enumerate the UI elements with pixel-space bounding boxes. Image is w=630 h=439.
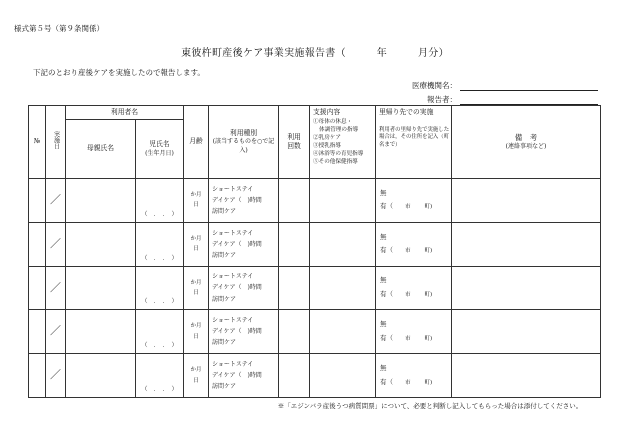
row-mother-cell[interactable]: [66, 179, 136, 223]
row-no-cell[interactable]: [29, 179, 46, 223]
type-home-visit: 訪問ケア: [212, 251, 237, 259]
header-count: 利用回数: [279, 106, 310, 179]
home-none: 無: [380, 276, 387, 285]
row-mother-cell[interactable]: [66, 266, 136, 310]
page-title: 東彼杵町産後ケア事業実施報告書（ 年 月分）: [181, 48, 449, 59]
row-remarks-cell[interactable]: [452, 354, 601, 398]
header-date: 実施日: [46, 106, 66, 179]
row-no-cell[interactable]: [29, 354, 46, 398]
row-support-cell[interactable]: [310, 222, 376, 266]
type-short-stay: ショートステイ: [212, 229, 254, 237]
row-dob: （ ． ． ）: [141, 385, 178, 393]
home-none: 無: [380, 363, 387, 372]
home-none: 無: [380, 188, 387, 197]
row-remarks-cell[interactable]: [452, 310, 601, 354]
home-yes: 有（ 市 町): [380, 333, 433, 342]
header-usage-type: 利用種別 (該当するものを○で記入): [209, 106, 279, 179]
type-home-visit: 訪問ケア: [212, 295, 237, 303]
type-short-stay: ショートステイ: [212, 273, 254, 281]
type-home-visit: 訪問ケア: [212, 339, 237, 347]
header-remarks: 備 考 (連絡事項など): [452, 106, 601, 179]
home-none: 無: [380, 232, 387, 241]
row-date-slash[interactable]: ／: [46, 266, 66, 310]
reporter-label: 報告者：: [427, 95, 457, 104]
header-child: 児氏名 (生年月日): [136, 120, 184, 179]
home-yes: 有（ 市 町): [380, 246, 433, 255]
row-count-cell[interactable]: [279, 179, 310, 223]
row-type-cell[interactable]: [209, 310, 279, 354]
type-day-care: デイケア（ )時間: [212, 372, 262, 380]
row-age-cell[interactable]: か月 日: [184, 222, 209, 266]
type-day-care: デイケア（ )時間: [212, 196, 262, 204]
home-yes: 有（ 市 町): [380, 289, 433, 298]
row-no-cell[interactable]: [29, 266, 46, 310]
row-support-cell[interactable]: [310, 179, 376, 223]
footnote: ※「エジンバラ産後うつ病質問票」について、必要と判断し記入してもらった場合は添付してください。: [277, 402, 583, 410]
row-dob: （ ． ． ）: [141, 210, 178, 218]
home-yes: 有（ 市 町): [380, 202, 433, 211]
row-home-cell[interactable]: [376, 354, 452, 398]
row-date-slash[interactable]: ／: [46, 354, 66, 398]
row-remarks-cell[interactable]: [452, 222, 601, 266]
reporter-field[interactable]: [427, 94, 598, 105]
row-type-cell[interactable]: [209, 179, 279, 223]
report-table: [28, 105, 601, 398]
row-no-cell[interactable]: [29, 310, 46, 354]
header-no: №: [29, 106, 46, 179]
type-home-visit: 訪問ケア: [212, 207, 237, 215]
type-day-care: デイケア（ )時間: [212, 328, 262, 336]
type-short-stay: ショートステイ: [212, 360, 254, 368]
table-row: [29, 179, 601, 223]
row-dob: （ ． ． ）: [141, 298, 178, 306]
row-support-cell[interactable]: [310, 354, 376, 398]
row-mother-cell[interactable]: [66, 354, 136, 398]
row-support-cell[interactable]: [310, 266, 376, 310]
home-yes: 有（ 市 町): [380, 377, 433, 386]
reporter-line: [460, 96, 598, 105]
row-type-cell[interactable]: [209, 222, 279, 266]
header-age: 月齢: [184, 106, 209, 179]
row-age-cell[interactable]: か月 日: [184, 354, 209, 398]
header-support: 支援内容 ①母体の休息・ 体調管理の指導 ②乳房ケア ③授乳指導 ④沐浴等の育児指導 ⑤その他保健指導: [310, 106, 376, 179]
row-count-cell[interactable]: [279, 354, 310, 398]
table-row: [29, 222, 601, 266]
row-age-cell[interactable]: か月 日: [184, 179, 209, 223]
form-number: 様式第５号（第９条関係）: [14, 24, 104, 33]
row-home-cell[interactable]: [376, 310, 452, 354]
row-remarks-cell[interactable]: [452, 266, 601, 310]
row-type-cell[interactable]: [209, 354, 279, 398]
intro-text: 下記のとおり産後ケアを実施したので報告します。: [33, 68, 205, 77]
row-home-cell[interactable]: [376, 179, 452, 223]
institution-label: 医療機関名：: [412, 81, 457, 90]
row-count-cell[interactable]: [279, 310, 310, 354]
row-remarks-cell[interactable]: [452, 179, 601, 223]
type-home-visit: 訪問ケア: [212, 383, 237, 391]
row-home-cell[interactable]: [376, 266, 452, 310]
row-mother-cell[interactable]: [66, 310, 136, 354]
type-short-stay: ショートステイ: [212, 317, 254, 325]
row-child-cell[interactable]: [136, 310, 184, 354]
row-no-cell[interactable]: [29, 222, 46, 266]
row-count-cell[interactable]: [279, 266, 310, 310]
type-day-care: デイケア（ )時間: [212, 240, 262, 248]
row-child-cell[interactable]: [136, 179, 184, 223]
row-child-cell[interactable]: [136, 222, 184, 266]
institution-name-field[interactable]: [412, 80, 598, 91]
row-date-slash[interactable]: ／: [46, 222, 66, 266]
type-short-stay: ショートステイ: [212, 185, 254, 193]
row-child-cell[interactable]: [136, 266, 184, 310]
row-child-cell[interactable]: [136, 354, 184, 398]
header-mother: 母親氏名: [66, 120, 136, 179]
row-count-cell[interactable]: [279, 222, 310, 266]
row-type-cell[interactable]: [209, 266, 279, 310]
row-mother-cell[interactable]: [66, 222, 136, 266]
row-dob: （ ． ． ）: [141, 342, 178, 350]
home-none: 無: [380, 320, 387, 329]
institution-line: [460, 82, 598, 91]
table-row: [29, 266, 601, 310]
row-date-slash[interactable]: ／: [46, 310, 66, 354]
row-age-cell[interactable]: か月 日: [184, 266, 209, 310]
row-age-cell[interactable]: か月 日: [184, 310, 209, 354]
row-date-slash[interactable]: ／: [46, 179, 66, 223]
header-user-group: 利用者名: [66, 106, 184, 120]
type-day-care: デイケア（ )時間: [212, 284, 262, 292]
row-home-cell[interactable]: [376, 222, 452, 266]
table-row: [29, 310, 601, 354]
row-support-cell[interactable]: [310, 310, 376, 354]
table-row: [29, 354, 601, 398]
row-dob: （ ． ． ）: [141, 254, 178, 262]
header-home: 里帰り先での実施 利用者の里帰り先で実施した場合は，その住所を記入（町名まで）: [376, 106, 452, 179]
